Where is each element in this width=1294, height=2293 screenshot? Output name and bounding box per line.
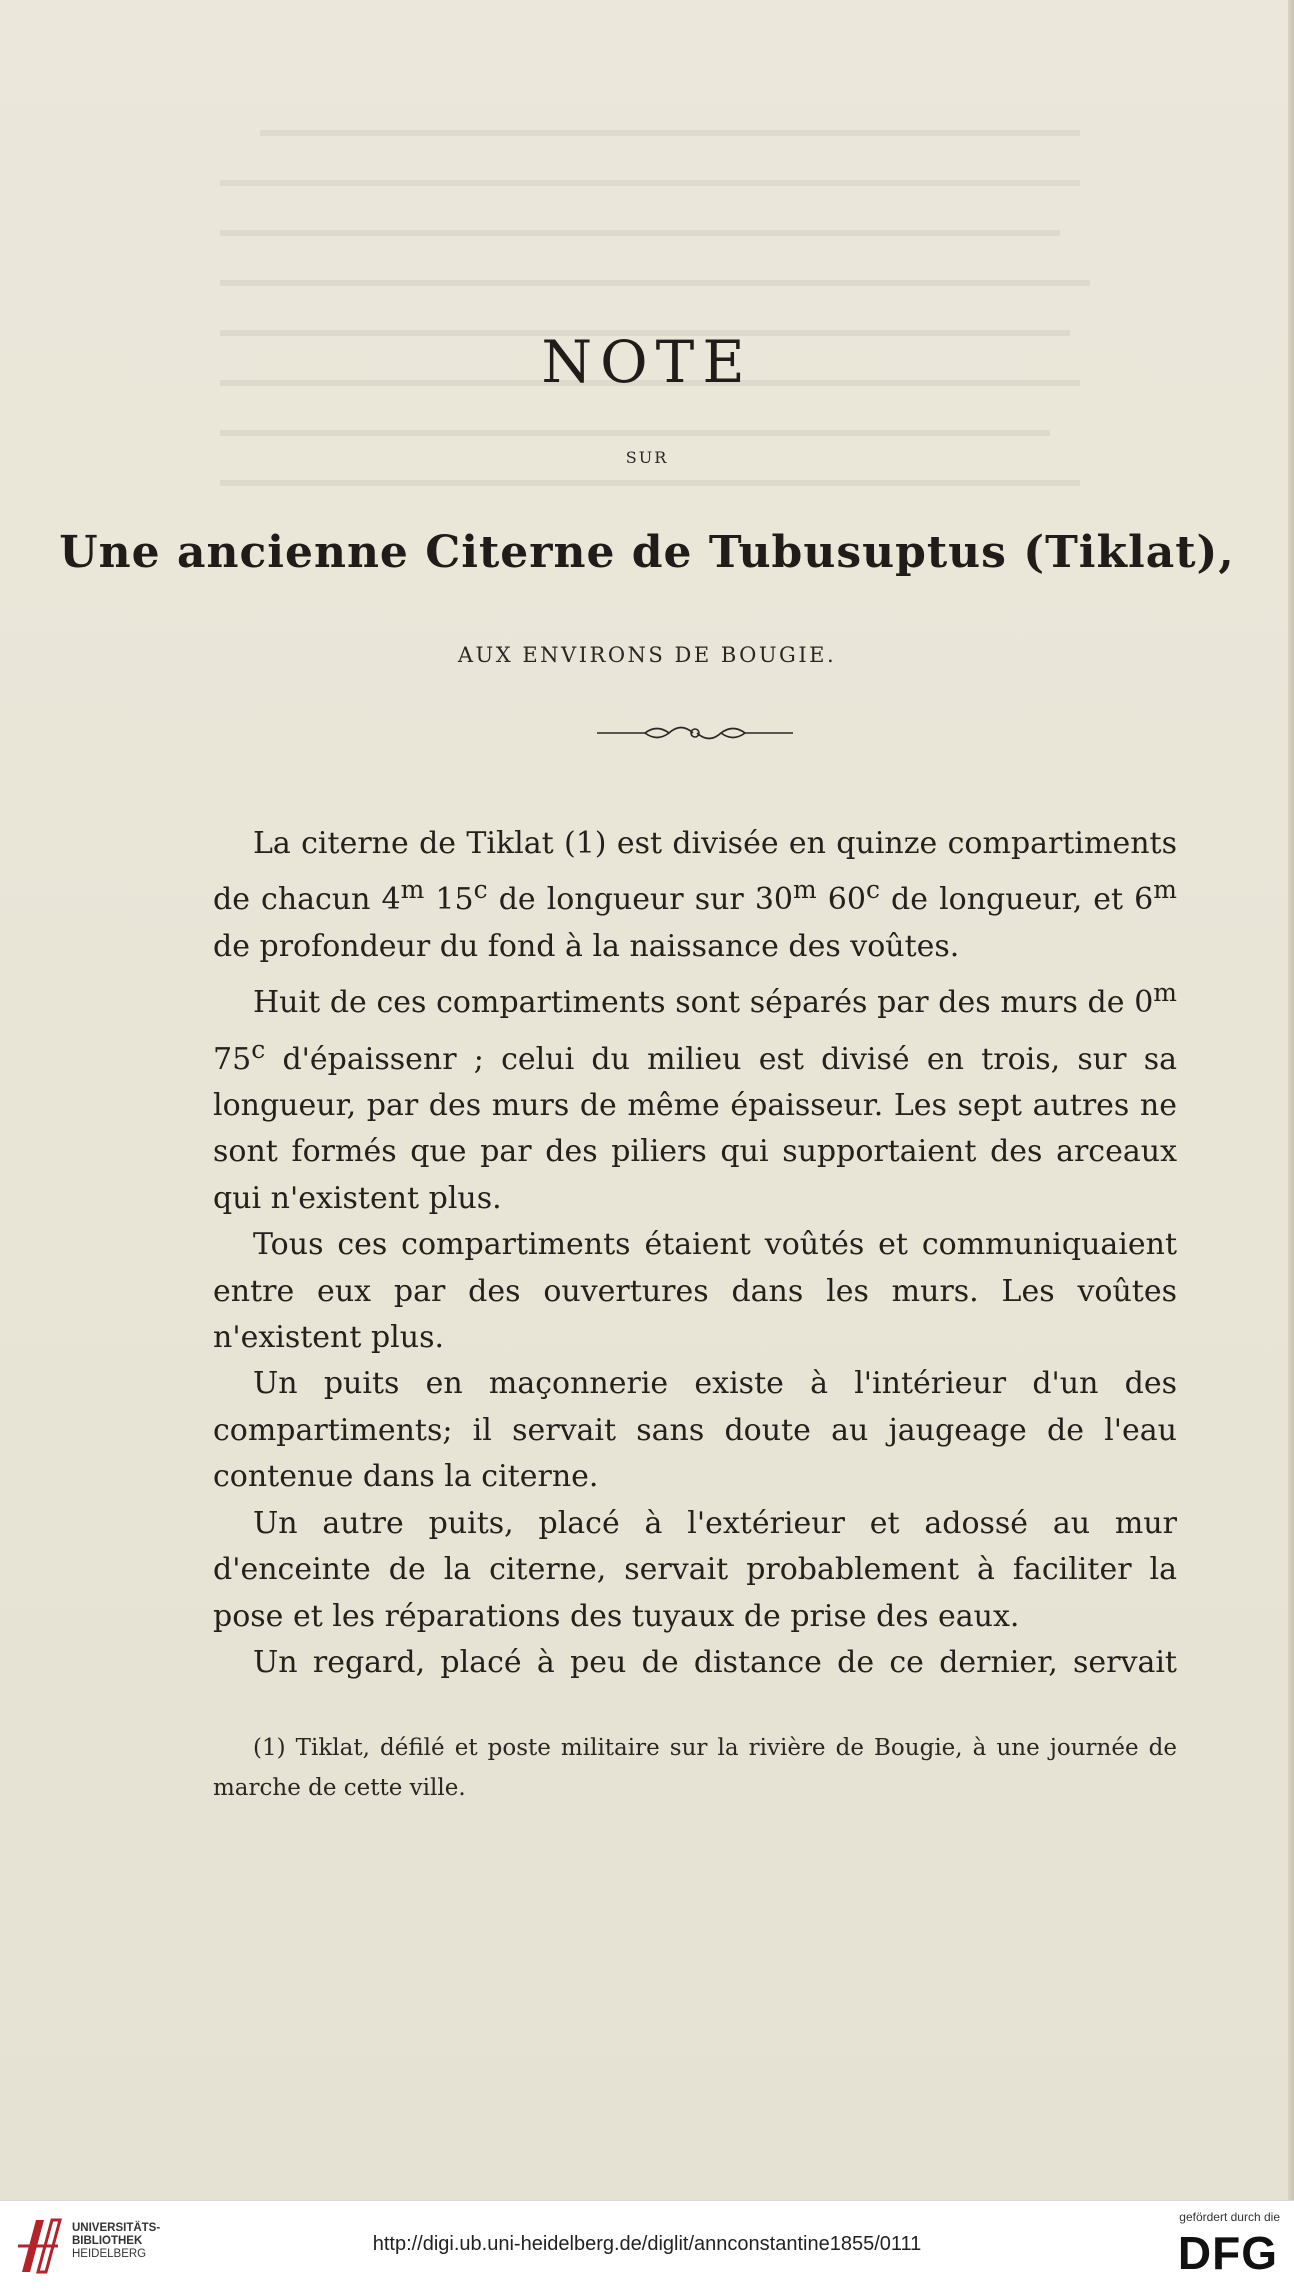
heading-sur: SUR [625,448,669,467]
permalink-url[interactable]: http://digi.ub.uni-heidelberg.de/diglit/annconstantine1855/0111 [372,2233,922,2255]
funded-by-label: gefördert durch die [1179,2210,1280,2224]
ornament-icon [595,718,795,748]
paragraph: Un regard, placé à peu de distance de ce dernier, servait [253,1644,1177,1680]
document-subtitle: AUX ENVIRONS DE BOUGIE. [457,643,837,667]
page-edge [1288,0,1294,2200]
paragraph: Tous ces compartiments étaient voûtés et communiquaient entre eux par des ouvertures dans les murs. Les voûtes n'existent plus. [213,1227,1177,1356]
library-name: UNIVERSITÄTS- BIBLIOTHEK HEIDELBERG [72,2222,161,2260]
dfg-logo: DFG [1177,2227,1278,2279]
paragraph: La citerne de Tiklat (1) est divisée en quinze compartiments de chacun 4$^m$ 15$^c$ de longueur sur 30$^m$ 60$^c$ de longueur, et 6$^m$ de profondeur du fond à la naissance des voûtes. [213,826,1177,964]
paragraph: Un autre puits, placé à l'extérieur et adossé au mur d'enceinte de la citerne, servait probablement à faciliter la pose et les réparations des tuyaux de prise des eaux. [213,1505,1177,1634]
page-heading: NOTE [541,328,753,396]
document-title: Une ancienne Citerne de Tubusuptus (Tiklat), [59,527,1235,578]
body-text [213,821,1177,1686]
footnote: (1) Tiklat, défilé et poste militaire sur la rivière de Bougie, à une journée de marche de cette ville. [213,1735,1177,1801]
paragraph: Huit de ces compartiments sont séparés par des murs de 0$^m$ 75$^c$ d'épaissenr ; celui du milieu est divisé en trois, sur sa longueur, par des murs de même épaisseur. Les sept autres ne sont formés que par des piliers qui supportaient des arceaux qui n'existent plus. [213,978,1177,1216]
paragraph: Un puits en maçonnerie existe à l'intérieur d'un des compartiments; il servait sans doute au jaugeage de l'eau contenue dans la citerne. [213,1366,1177,1495]
